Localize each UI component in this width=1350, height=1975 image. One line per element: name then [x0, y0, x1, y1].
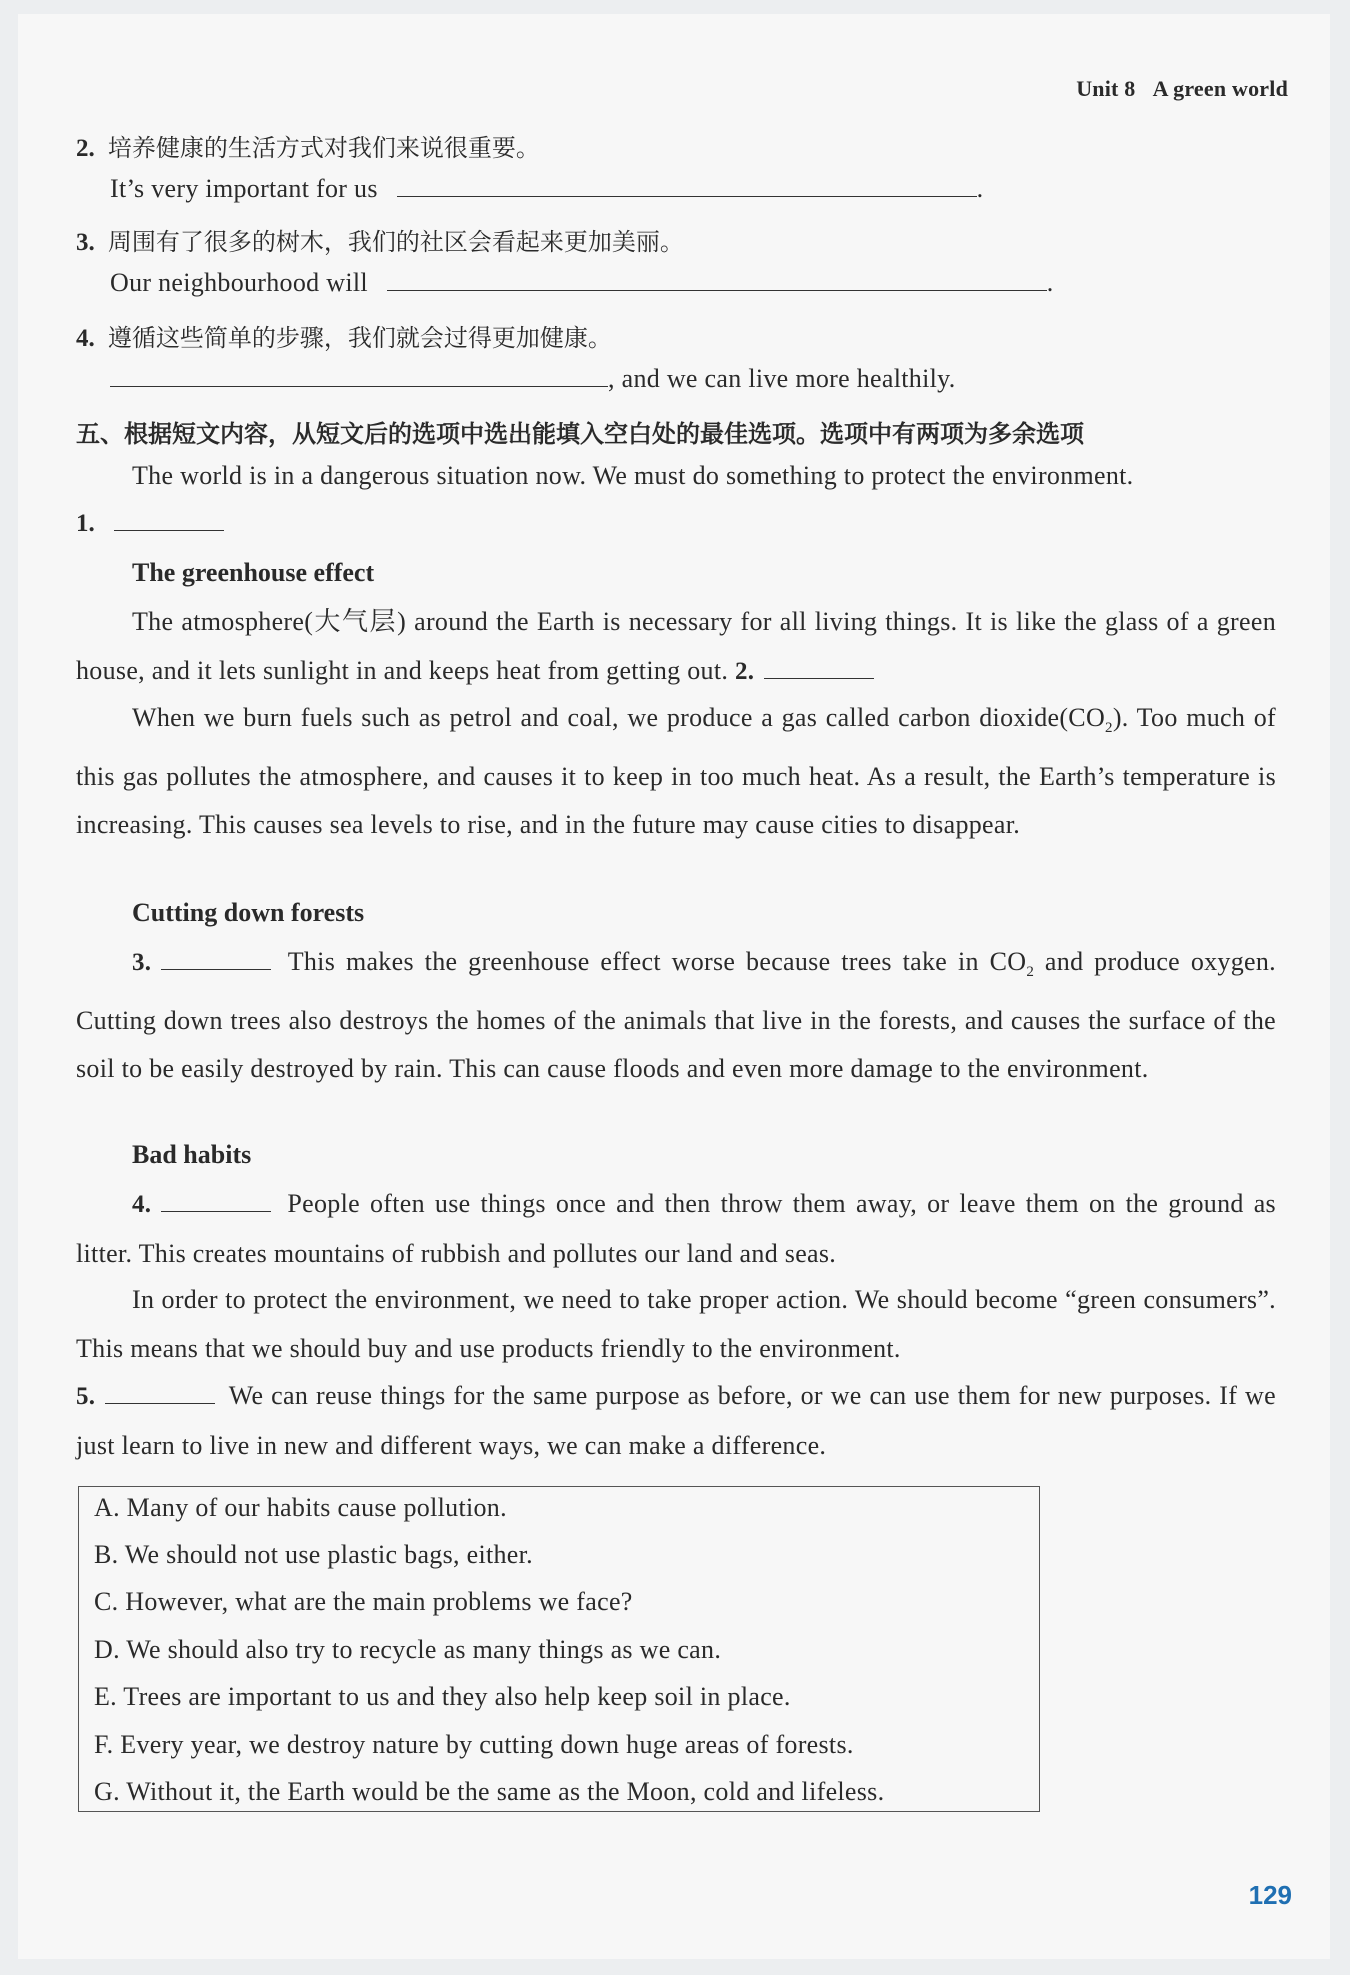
paragraph-forests	[76, 938, 1276, 1094]
blank-number: 2.	[735, 657, 755, 685]
blank-number: 3.	[132, 949, 152, 976]
intro-paragraph: The world is in a dangerous situation now. We must do something to protect the environment.	[132, 461, 1134, 490]
answer-suffix: .	[1046, 268, 1054, 297]
translation-item-4-cn	[76, 318, 612, 353]
option-a: A. Many of our habits cause pollution.	[94, 1493, 507, 1522]
answer-prefix: It’s very important for us	[110, 174, 378, 203]
paragraph-text: We can reuse things for the same purpose as before, or we can use them for new purposes. If we just learn to live in new and different ways, we can make a difference.	[76, 1381, 1276, 1460]
paragraph-green-consumers	[76, 1276, 1276, 1373]
blank-1-line	[76, 510, 224, 538]
paragraph-reuse	[76, 1372, 1276, 1470]
subscript: 2	[1026, 964, 1035, 981]
options-box	[78, 1486, 1040, 1812]
translation-item-3-cn	[76, 222, 684, 257]
option-f: F. Every year, we destroy nature by cutting down huge areas of forests.	[94, 1730, 854, 1759]
blank-number: 1.	[76, 510, 95, 537]
subscript: 2	[1105, 720, 1113, 737]
paragraph-text: When we burn fuels such as petrol and coal, we produce a gas called carbon dioxide(CO	[132, 703, 1106, 732]
paragraph-text: ). Too much of this gas pollutes the atmosphere, and causes it to keep in too much heat. As a result, the Earth’s temperature is increasing. This causes sea levels to rise, and in the future may cause cities to disappear.	[76, 703, 1276, 840]
answer-blank[interactable]	[110, 385, 608, 387]
answer-suffix: , and we can live more healthily.	[608, 364, 956, 393]
answer-blank[interactable]	[387, 289, 1047, 291]
answer-blank[interactable]	[397, 195, 977, 197]
option-c: C. However, what are the main problems we face?	[94, 1587, 633, 1616]
translation-item-2-answer	[110, 174, 983, 204]
paragraph-greenhouse	[76, 598, 1276, 696]
answer-suffix: .	[976, 174, 984, 203]
chinese-sentence: 培养健康的生活方式对我们来说很重要。	[107, 134, 540, 162]
paragraph-bad-habits	[76, 1180, 1276, 1278]
unit-label: Unit 8	[1076, 76, 1136, 101]
heading-cutting-forests: Cutting down forests	[132, 898, 365, 927]
answer-blank-4[interactable]	[161, 1210, 271, 1212]
blank-number: 4.	[132, 1191, 152, 1218]
translation-item-3-answer	[110, 268, 1054, 298]
section-title: 五、根据短文内容，从短文后的选项中选出能填入空白处的最佳选项。选项中有两项为多余选项	[76, 419, 1084, 448]
translation-item-2-cn	[76, 128, 540, 163]
answer-blank-1[interactable]	[114, 529, 224, 531]
option-b: B. We should not use plastic bags, either.	[94, 1540, 533, 1569]
unit-header	[1076, 76, 1288, 102]
option-d: D. We should also try to recycle as many things as we can.	[94, 1635, 722, 1664]
chinese-sentence: 周围有了很多的树木，我们的社区会看起来更加美丽。	[107, 228, 684, 256]
answer-blank-3[interactable]	[161, 968, 271, 970]
page-number: 129	[1248, 1880, 1292, 1910]
option-g: G. Without it, the Earth would be the same as the Moon, cold and lifeless.	[94, 1777, 885, 1806]
answer-prefix: Our neighbourhood will	[110, 268, 368, 297]
answer-blank-2[interactable]	[764, 677, 874, 679]
blank-number: 5.	[76, 1383, 96, 1410]
translation-item-4-answer	[110, 364, 956, 394]
chinese-sentence: 遵循这些简单的步骤，我们就会过得更加健康。	[107, 324, 612, 352]
paragraph-text: People often use things once and then throw them away, or leave them on the ground as litter. This creates mountains of rubbish and pollutes our land and seas.	[76, 1189, 1276, 1268]
unit-title: A green world	[1152, 76, 1288, 101]
paragraph-carbon-dioxide	[76, 694, 1276, 850]
answer-blank-5[interactable]	[105, 1402, 215, 1404]
option-e: E. Trees are important to us and they also help keep soil in place.	[94, 1682, 791, 1711]
item-number: 3.	[76, 229, 95, 256]
paragraph-text: The atmosphere(大气层) around the Earth is necessary for all living things. It is like the glass of a green house, and it lets sunlight in and keeps heat from getting out.	[76, 607, 1276, 685]
item-number: 4.	[76, 325, 95, 352]
paragraph-text: and produce oxygen. Cutting down trees also destroys the homes of the animals that live in the forests, and causes the surface of the soil to be easily destroyed by rain. This can cause floods and even more damage to the environment.	[76, 947, 1276, 1084]
item-number: 2.	[76, 135, 95, 162]
heading-bad-habits: Bad habits	[132, 1140, 252, 1169]
heading-greenhouse-effect: The greenhouse effect	[132, 558, 375, 587]
paragraph-text: In order to protect the environment, we need to take proper action. We should become “green consumers”. This means that we should buy and use products friendly to the environment.	[76, 1285, 1276, 1363]
paragraph-text: This makes the greenhouse effect worse because trees take in CO	[287, 947, 1027, 976]
